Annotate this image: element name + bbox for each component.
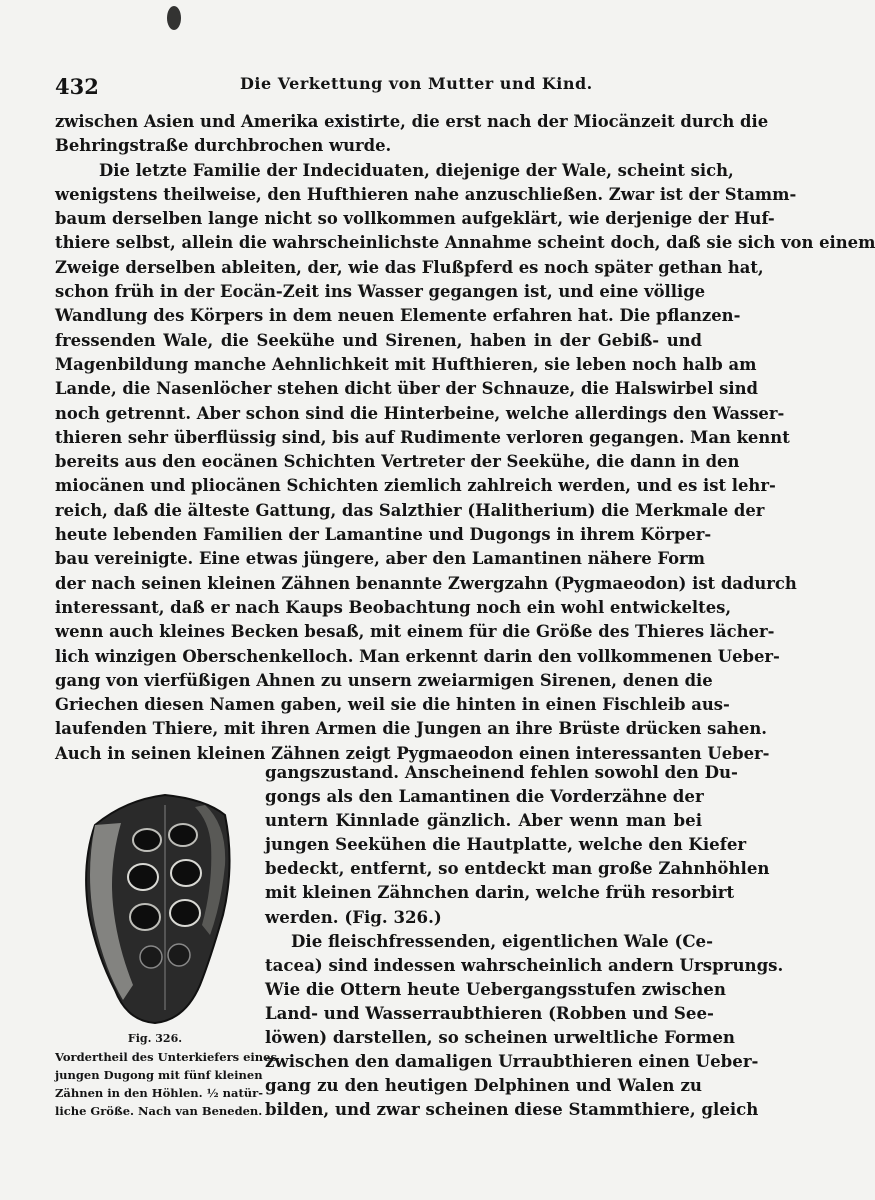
body-line: Zweige derselben ableiten, der, wie das Flußpferd es noch später gethan hat,	[55, 257, 764, 277]
figure-label: Fig. 326.	[127, 1032, 183, 1045]
body-line: thiere selbst, allein die wahrscheinlichste Annahme scheint doch, daß sie sich von einem	[55, 233, 875, 253]
column-line: Wie die Ottern heute Uebergangsstufen zwischen	[265, 978, 726, 999]
body-line: Magenbildung manche Aehnlichkeit mit Hufthieren, sie leben noch halb am	[55, 354, 757, 374]
body-line: Behringstraße durchbrochen wurde.	[55, 136, 392, 156]
body-line: interessant, daß er nach Kaups Beobachtung noch ein wohl entwickeltes,	[55, 597, 732, 617]
body-line: Auch in seinen kleinen Zähnen zeigt Pygmaeodon einen interessanten Ueber-	[55, 743, 770, 763]
ink-smudge	[167, 6, 181, 30]
body-line: fressenden Wale, die Seekühe und Sirenen, haben in der Gebiß- und	[55, 330, 702, 350]
body-line: Wandlung des Körpers in dem neuen Elemente erfahren hat. Die pflanzen-	[55, 306, 741, 326]
body-line: heute lebenden Familien der Lamantine und Dugongs in ihrem Körper-	[55, 525, 712, 545]
column-line: bilden, und zwar scheinen diese Stammthiere, gleich	[265, 1099, 759, 1120]
caption-line: Vordertheil des Unterkiefers eines	[55, 1050, 277, 1064]
caption-line: liche Größe. Nach van Beneden.	[55, 1104, 263, 1118]
page-number: 432	[55, 74, 99, 99]
page-header	[55, 70, 705, 100]
body-line: Griechen diesen Namen gaben, weil sie die hinten in einen Fischleib aus-	[55, 695, 730, 715]
body-line: reich, daß die älteste Gattung, das Salzthier (Halitherium) die Merkmale der	[55, 500, 765, 520]
column-line: jungen Seekühen die Hautplatte, welche den Kiefer	[265, 834, 747, 855]
column-line: gangszustand. Anscheinend fehlen sowohl den Du-	[265, 762, 738, 782]
column-line: zwischen den damaligen Urraubthieren einen Ueber-	[265, 1051, 759, 1072]
body-line: der nach seinen kleinen Zähnen benannte Zwergzahn (Pygmaeodon) ist dadurch	[55, 573, 797, 593]
body-line: baum derselben lange nicht so vollkommen aufgeklärt, wie derjenige der Huf-	[55, 209, 775, 229]
body-line: miocänen und pliocänen Schichten ziemlich zahlreich werden, und es ist lehr-	[55, 476, 776, 496]
jaw-drawing	[55, 785, 255, 1025]
body-text	[55, 110, 875, 766]
body-line: schon früh in der Eocän-Zeit ins Wasser gegangen ist, und eine völlige	[55, 282, 706, 302]
body-line: noch getrennt. Aber schon sind die Hinterbeine, welche allerdings den Wasser-	[55, 403, 785, 423]
column-line: gongs als den Lamantinen die Vorderzähne der	[265, 786, 704, 807]
body-line: gang von vierfüßigen Ahnen zu unsern zweiarmigen Sirenen, denen die	[55, 670, 713, 690]
column-line: Land- und Wasserraubthieren (Robben und See-	[265, 1002, 714, 1023]
column-line: werden. (Fig. 326.)	[265, 906, 442, 927]
column-line: tacea) sind indessen wahrscheinlich andern Ursprungs.	[265, 954, 784, 975]
column-line: bedeckt, entfernt, so entdeckt man große Zahnhöhlen	[265, 858, 770, 879]
column-line: Die fleischfressenden, eigentlichen Wale (Ce-	[291, 930, 713, 951]
body-line: lich winzigen Oberschenkelloch. Man erkennt darin den vollkommenen Ueber-	[55, 646, 780, 666]
dugong-jaw-illustration	[55, 785, 255, 1025]
body-line: wenigstens theilweise, den Hufthieren nahe anzuschließen. Zwar ist der Stamm-	[55, 184, 797, 204]
column-line: untern Kinnlade gänzlich. Aber wenn man bei	[265, 810, 702, 831]
running-title: Die Verkettung von Mutter und Kind.	[240, 74, 593, 93]
body-line: bereits aus den eocänen Schichten Vertreter der Seekühe, die dann in den	[55, 452, 740, 472]
body-line: wenn auch kleines Becken besaß, mit einem für die Größe des Thieres lächer-	[55, 622, 775, 642]
caption-line: jungen Dugong mit fünf kleinen	[55, 1068, 263, 1082]
column-line: löwen) darstellen, so scheinen urweltliche Formen	[265, 1027, 735, 1048]
body-line: laufenden Thiere, mit ihren Armen die Jungen an ihre Brüste drücken sahen.	[55, 719, 767, 739]
column-line: mit kleinen Zähnchen darin, welche früh resorbirt	[265, 882, 735, 903]
body-line: Die letzte Familie der Indeciduaten, diejenige der Wale, scheint sich,	[99, 160, 734, 180]
figure-caption	[55, 1030, 277, 1120]
right-column-text	[265, 760, 784, 1121]
body-line: bau vereinigte. Eine etwas jüngere, aber den Lamantinen nähere Form	[55, 549, 705, 569]
column-line: gang zu den heutigen Delphinen und Walen zu	[265, 1075, 702, 1096]
caption-line: Zähnen in den Höhlen. ½ natür-	[55, 1086, 263, 1100]
body-line: thieren sehr überflüssig sind, bis auf Rudimente verloren gegangen. Man kennt	[55, 427, 790, 447]
body-line: Lande, die Nasenlöcher stehen dicht über der Schnauze, die Halswirbel sind	[55, 379, 758, 399]
body-line: zwischen Asien und Amerika existirte, die erst nach der Miocänzeit durch die	[55, 112, 769, 131]
